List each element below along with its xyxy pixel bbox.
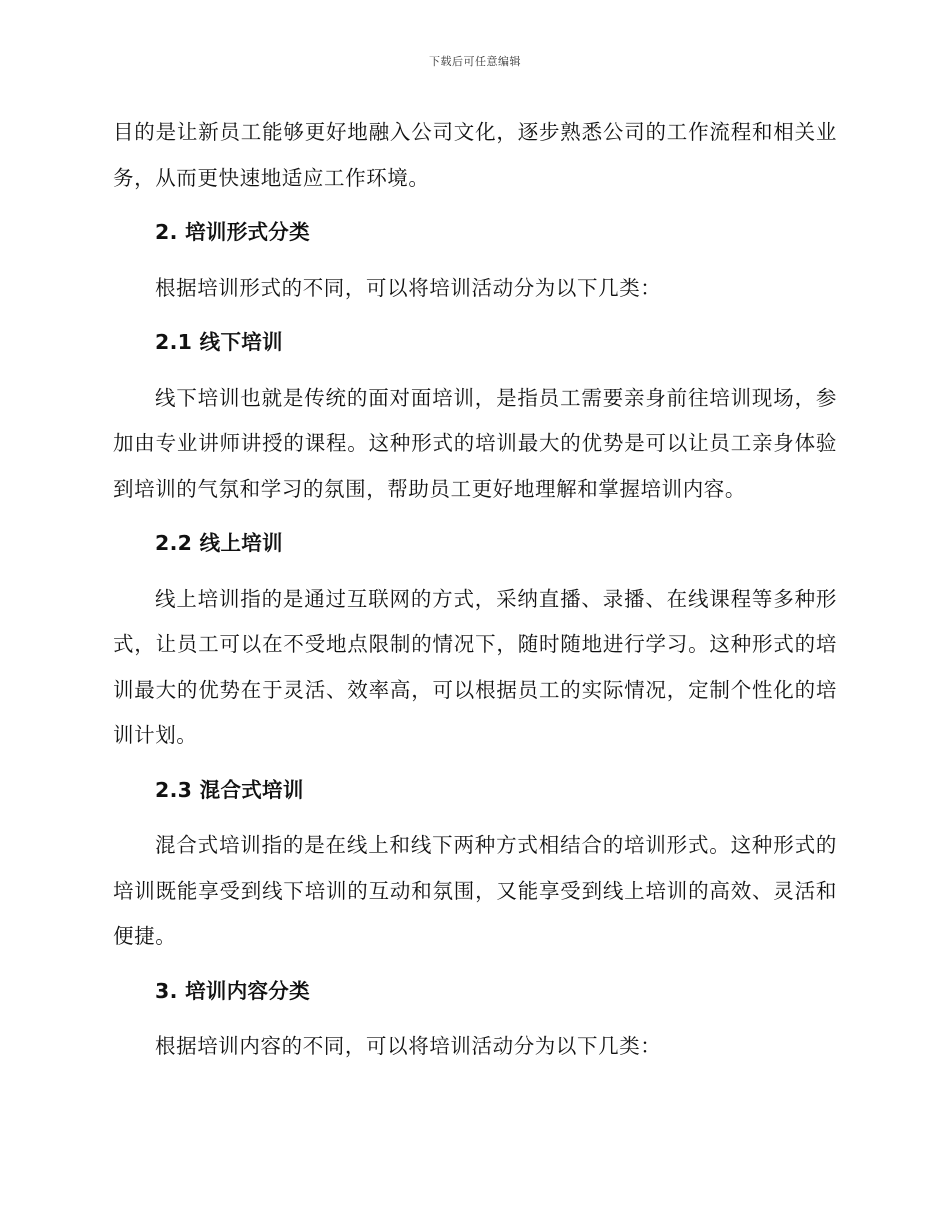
paragraph-continued: 目的是让新员工能够更好地融入公司文化，逐步熟悉公司的工作流程和相关业务，从而更快速地适应工作环境。 [113, 120, 837, 190]
section-heading-training-content: 3. 培训内容分类 [155, 978, 310, 1003]
subsection-heading-online: 2.2 线上培训 [155, 531, 283, 555]
paragraph-offline: 线下培训也就是传统的面对面培训，是指员工需要亲身前往培训现场，参加由专业讲师讲授的课程。这种形式的培训最大的优势是可以让员工亲身体验到培训的气氛和学习的氛围，帮助员工更好地理解和掌握培训内容。 [113, 385, 837, 501]
section-heading-training-format: 2. 培训形式分类 [155, 220, 310, 244]
page-header: 下载后可任意编辑 [429, 55, 521, 68]
document-body [113, 110, 837, 1070]
subsection-heading-offline: 2.1 线下培训 [155, 330, 283, 354]
paragraph-online: 线上培训指的是通过互联网的方式，采纳直播、录播、在线课程等多种形式，让员工可以在不受地点限制的情况下，随时随地进行学习。这种形式的培训最大的优势在于灵活、效率高，可以根据员工的实际情况，定制个性化的培训计划。 [113, 586, 837, 747]
paragraph-content-intro: 根据培训内容的不同，可以将培训活动分为以下几类： [155, 1034, 662, 1058]
paragraph-format-intro: 根据培训形式的不同，可以将培训活动分为以下几类： [155, 275, 662, 300]
subsection-heading-blended: 2.3 混合式培训 [155, 777, 304, 802]
paragraph-blended: 混合式培训指的是在线上和线下两种方式相结合的培训形式。这种形式的培训既能享受到线下培训的互动和氛围，又能享受到线上培训的高效、灵活和便捷。 [113, 833, 837, 948]
